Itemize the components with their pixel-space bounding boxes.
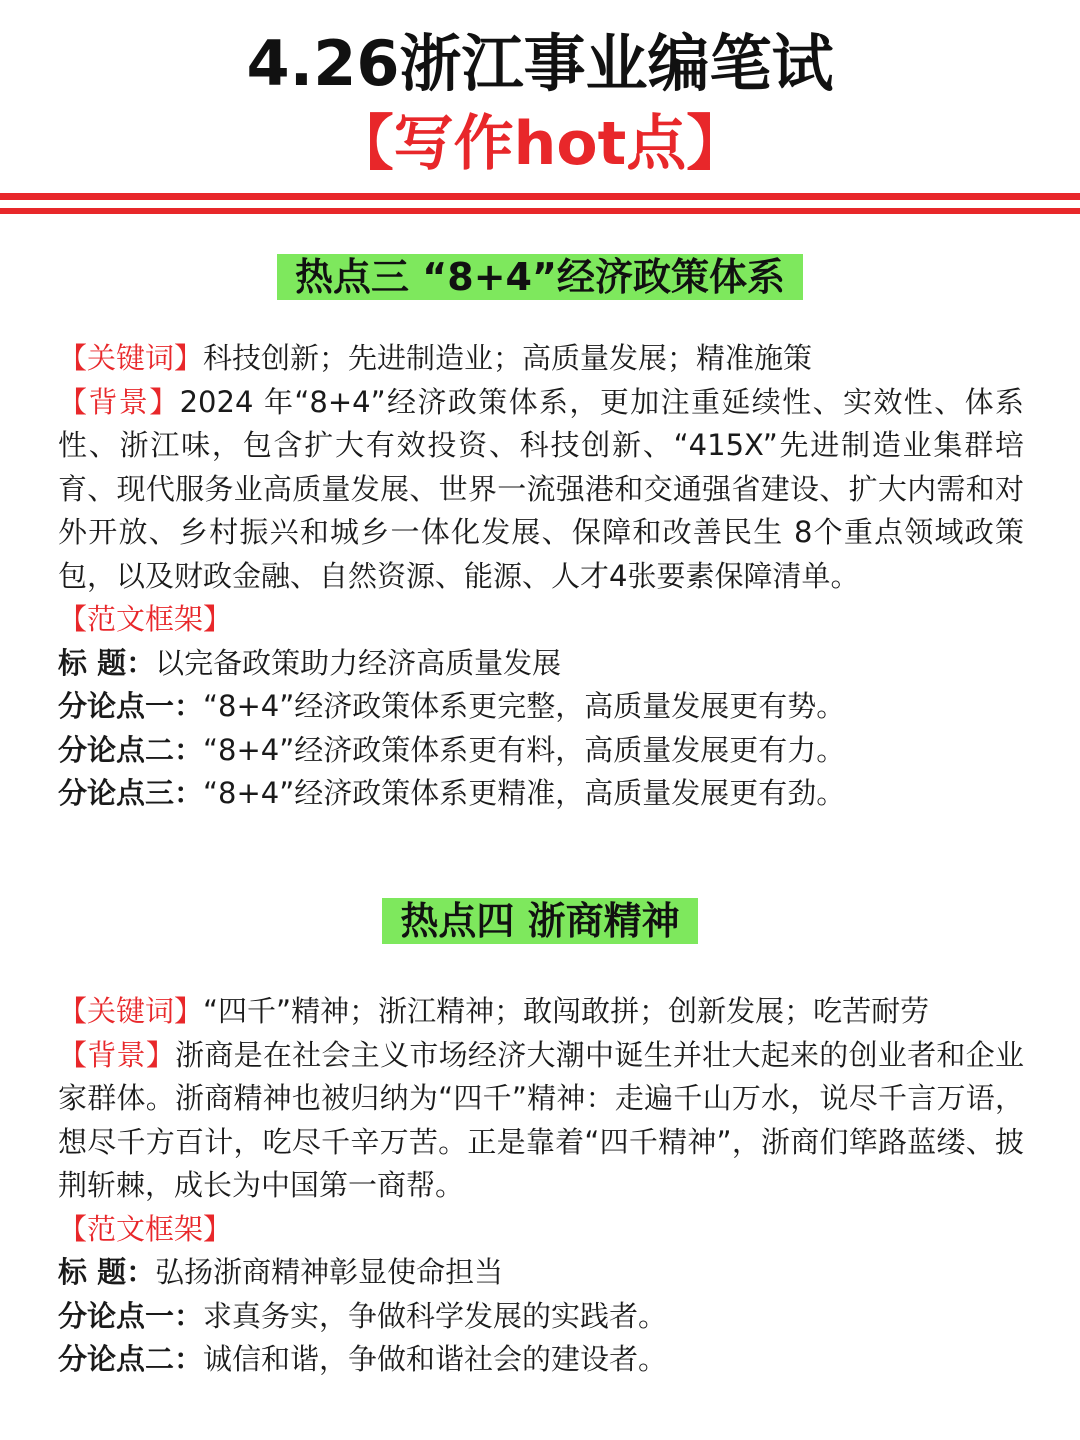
background-paragraph xyxy=(58,381,1024,599)
section-heading-text: 热点四 浙商精神 xyxy=(382,898,697,944)
keywords-label: 【关键词】 xyxy=(58,994,204,1028)
sub-point-text: “8+4”经济政策体系更精准，高质量发展更有劲。 xyxy=(203,776,846,810)
essay-title-label: 标 题： xyxy=(58,645,156,680)
sub-point-label: 分论点一： xyxy=(58,1298,204,1333)
sub-point-label: 分论点一： xyxy=(58,689,204,723)
section-heading-text: 热点三 “8+4”经济政策体系 xyxy=(277,254,803,300)
section-body-hotspot-4 xyxy=(58,990,1024,1382)
keywords-text: “四千”精神；浙江精神；敢闯敢拼；创新发展；吃苦耐劳 xyxy=(203,994,930,1028)
framework-label: 【范文框架】 xyxy=(58,602,233,636)
sub-point-1 xyxy=(58,685,1024,729)
section-body-hotspot-3 xyxy=(58,337,1024,816)
background-text: 浙商是在社会主义市场经济大潮中诞生并壮大起来的创业者和企业家群体。浙商精神也被归纳为“四千”精神：走遍千山万水，说尽千言万语，想尽千方百计，吃尽千辛万苦。正是靠着“四千精神”，浙商们筚路蓝缕、披荆斩棘，成长为中国第一商帮。 xyxy=(58,1037,1024,1202)
section-heading-hotspot-4 xyxy=(0,898,1080,944)
sub-point-2 xyxy=(58,729,1024,773)
keywords-line xyxy=(58,337,1024,381)
background-label: 【背景】 xyxy=(58,384,180,419)
background-paragraph xyxy=(58,1034,1024,1208)
sub-point-text: 求真务实，争做科学发展的实践者。 xyxy=(203,1298,668,1333)
sub-point-text: “8+4”经济政策体系更完整，高质量发展更有势。 xyxy=(203,689,846,723)
sub-point-label: 分论点二： xyxy=(58,1342,204,1376)
framework-label: 【范文框架】 xyxy=(58,1211,233,1246)
section-heading-hotspot-3 xyxy=(0,254,1080,300)
background-label: 【背景】 xyxy=(58,1037,176,1072)
essay-title-line xyxy=(58,1251,1024,1295)
sub-point-1 xyxy=(58,1295,1024,1339)
essay-title-text: 弘扬浙商精神彰显使命担当 xyxy=(155,1255,504,1289)
keywords-label: 【关键词】 xyxy=(58,341,204,375)
divider-top xyxy=(0,193,1080,200)
sub-point-label: 分论点三： xyxy=(58,776,204,810)
essay-title-line xyxy=(58,642,1024,686)
sub-point-2 xyxy=(58,1338,1024,1382)
page-title: 4.26浙江事业编笔试 xyxy=(246,27,834,100)
keywords-line xyxy=(58,990,1024,1034)
essay-title-text: 以完备政策助力经济高质量发展 xyxy=(155,645,562,680)
sub-point-text: “8+4”经济政策体系更有料，高质量发展更有力。 xyxy=(203,732,846,767)
sub-point-label: 分论点二： xyxy=(58,732,204,767)
divider-bottom xyxy=(0,208,1080,214)
sub-point-text: 诚信和谐，争做和谐社会的建设者。 xyxy=(203,1342,668,1376)
page-subtitle: 【写作hot点】 xyxy=(333,109,747,179)
keywords-text: 科技创新；先进制造业；高质量发展；精准施策 xyxy=(203,341,813,375)
sub-point-3 xyxy=(58,772,1024,816)
essay-title-label: 标 题： xyxy=(58,1255,156,1289)
background-text: 2024 年“8+4”经济政策体系，更加注重延续性、实效性、体系性、浙江味，包含扩大有效投资、科技创新、“415X”先进制造业集群培育、现代服务业高质量发展、世界一流强港和交通强省建设、扩大内需和对外开放、乡村振兴和城乡一体化发展、保障和改善民生 8个重点领域政策包，以及财政金融、自然资源、能源、人才4张要素保障清单。 xyxy=(58,384,1024,593)
